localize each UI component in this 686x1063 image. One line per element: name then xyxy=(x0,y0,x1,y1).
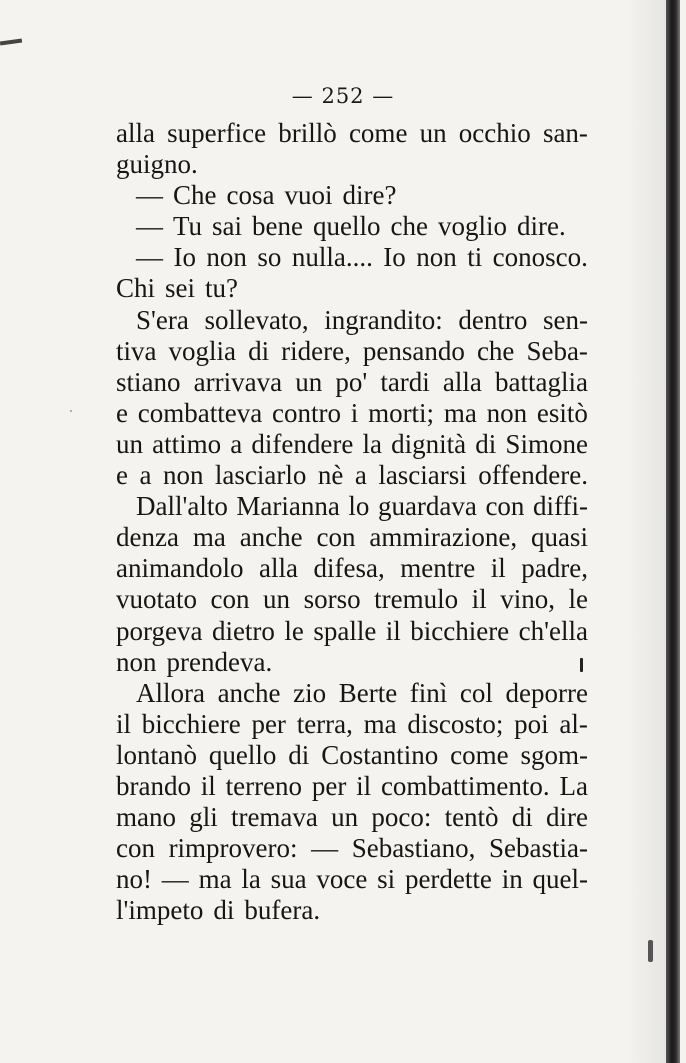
word: dignità xyxy=(391,428,467,459)
word: alla xyxy=(116,118,155,148)
word: per xyxy=(251,708,286,739)
word: lontanò xyxy=(116,739,197,770)
word: padre, xyxy=(521,553,588,584)
text-line xyxy=(116,771,588,802)
word: so xyxy=(257,242,282,273)
text-line xyxy=(116,460,588,491)
word: Costantino xyxy=(321,739,439,770)
body-text xyxy=(116,118,588,926)
word: quasi xyxy=(530,522,588,553)
word: lasciarlo xyxy=(214,460,307,491)
word: sollevato, xyxy=(204,304,309,335)
word: di xyxy=(248,335,270,366)
page-number: — 252 — xyxy=(291,84,395,108)
word: difesa, xyxy=(313,553,385,584)
word: vuoi xyxy=(284,180,333,211)
word: terreno xyxy=(225,770,303,801)
word: voglia xyxy=(168,335,237,366)
word: nulla.... xyxy=(291,242,373,273)
word: un xyxy=(263,584,291,615)
word: superfice xyxy=(167,118,267,148)
word: un xyxy=(331,802,359,833)
text-line xyxy=(116,522,588,553)
word: — xyxy=(136,211,163,242)
word: guigno. xyxy=(116,149,198,180)
word: sorso xyxy=(303,584,361,615)
text-line xyxy=(116,367,588,398)
text-line xyxy=(116,678,588,709)
text-line xyxy=(116,273,588,304)
word: sua xyxy=(270,864,307,895)
word: zio xyxy=(293,677,327,708)
word: combattimento. xyxy=(380,770,550,801)
word: — xyxy=(311,833,339,864)
word: morti; xyxy=(368,397,435,428)
word: come xyxy=(348,118,408,148)
word: che xyxy=(390,211,428,242)
word: tentò xyxy=(444,802,499,833)
word: Dall'alto xyxy=(136,491,228,522)
word: tardi xyxy=(380,366,430,397)
word: l'impeto xyxy=(116,895,204,926)
word: Io xyxy=(173,242,196,273)
word: per xyxy=(311,770,347,801)
word: vuotato xyxy=(116,584,197,615)
word: lo xyxy=(348,491,370,522)
word: terra, xyxy=(296,708,353,739)
word: pensando xyxy=(362,335,465,366)
word: con xyxy=(316,522,356,553)
word: ma xyxy=(363,708,397,739)
word: ch'ella xyxy=(518,615,588,646)
word: e xyxy=(116,397,128,428)
word: a xyxy=(354,460,367,491)
word: denza xyxy=(116,522,179,553)
word: non xyxy=(486,397,528,428)
text-line xyxy=(116,647,588,678)
word: combatteva xyxy=(137,397,263,428)
page-gutter-shadow xyxy=(626,0,666,1063)
word: cosa xyxy=(226,180,275,211)
ink-speck xyxy=(648,940,653,962)
word: gli xyxy=(189,802,218,833)
word: le xyxy=(568,584,588,615)
word: discosto; xyxy=(407,708,504,739)
text-line xyxy=(116,616,588,647)
word: Berte xyxy=(338,677,398,708)
word: poco: xyxy=(371,802,432,833)
text-line xyxy=(116,864,588,895)
word: Marianna xyxy=(236,491,340,522)
word: Sebastia- xyxy=(489,833,588,864)
word: Simone xyxy=(505,428,588,459)
word: diffi- xyxy=(532,491,588,522)
word: ma xyxy=(443,397,477,428)
word: e xyxy=(116,460,128,491)
word: anche xyxy=(217,677,281,708)
word: voglio xyxy=(437,211,507,242)
word: con xyxy=(485,491,525,522)
word: mano xyxy=(116,802,176,833)
word: Che xyxy=(173,180,217,211)
word: a xyxy=(230,428,243,459)
word: poi xyxy=(514,708,549,739)
word: prendeva. xyxy=(166,646,273,677)
word: di xyxy=(475,428,497,459)
text-line xyxy=(116,584,588,615)
word: il xyxy=(385,615,401,646)
word: voce xyxy=(316,864,368,895)
word: finì xyxy=(409,677,448,708)
scan-mark xyxy=(0,38,22,45)
word: dire xyxy=(546,802,588,833)
word: battaglia xyxy=(495,366,588,397)
word: mentre xyxy=(400,553,476,584)
text-line xyxy=(116,740,588,771)
word: il xyxy=(116,708,132,739)
word: quello xyxy=(313,211,381,242)
ink-speck xyxy=(70,410,72,412)
word: — xyxy=(136,242,163,273)
word: no! xyxy=(116,864,152,895)
word: — xyxy=(136,180,163,211)
word: ridere, xyxy=(281,335,351,366)
text-line xyxy=(116,305,588,336)
word: con xyxy=(116,833,155,864)
word: non xyxy=(416,242,457,273)
word: sgom- xyxy=(520,739,588,770)
text-line xyxy=(116,149,588,180)
word: Seba- xyxy=(526,335,588,366)
word: ti xyxy=(467,242,483,273)
word: bicchiere xyxy=(141,708,241,739)
word: arrivava xyxy=(193,366,283,397)
text-line xyxy=(116,429,588,460)
word: deporre xyxy=(505,677,588,708)
word: brando xyxy=(116,770,191,801)
word: il xyxy=(356,770,372,801)
word: non xyxy=(162,460,204,491)
word: sai xyxy=(212,211,243,242)
word: il xyxy=(200,770,216,801)
word: di xyxy=(288,739,310,770)
word: sei xyxy=(165,273,196,304)
word: occhio xyxy=(458,118,531,148)
word: che xyxy=(476,335,515,366)
word: esitò xyxy=(536,397,588,428)
text-line xyxy=(116,833,588,864)
word: rimprovero: xyxy=(168,833,298,864)
word: con xyxy=(210,584,250,615)
word: un xyxy=(295,366,323,397)
word: al- xyxy=(559,708,588,739)
word: quello xyxy=(208,739,277,770)
word: ingrandito: xyxy=(324,304,443,335)
word: a xyxy=(139,460,152,491)
word: Sebastiano, xyxy=(351,833,476,864)
text-line xyxy=(116,802,588,833)
word: conosco. xyxy=(492,242,588,273)
word: po' xyxy=(335,366,368,397)
word: la xyxy=(362,428,382,459)
text-line xyxy=(116,491,588,522)
word: dentro xyxy=(458,304,528,335)
text-line xyxy=(116,242,588,273)
word: — xyxy=(161,864,189,895)
word: bicchiere xyxy=(410,615,510,646)
word: alla xyxy=(259,553,298,584)
text-line xyxy=(116,336,588,367)
word: contro xyxy=(272,397,341,428)
word: bene xyxy=(252,211,304,242)
word: un xyxy=(419,118,447,148)
word: in xyxy=(501,864,523,895)
word: dire? xyxy=(342,180,397,211)
word: il xyxy=(471,584,487,615)
word: tremulo xyxy=(374,584,459,615)
word: brillò xyxy=(278,118,337,148)
word: col xyxy=(459,677,493,708)
word: la xyxy=(241,864,261,895)
word: sen- xyxy=(542,304,588,335)
word: tiva xyxy=(116,335,157,366)
word: un xyxy=(116,428,143,459)
word: quel- xyxy=(532,864,588,895)
word: alla xyxy=(442,366,482,397)
word: ma xyxy=(198,864,232,895)
word: san- xyxy=(542,118,588,148)
word: Tu xyxy=(173,211,203,242)
text-line xyxy=(116,180,588,211)
text-line xyxy=(116,211,588,242)
word: La xyxy=(559,770,588,801)
word: le xyxy=(284,615,304,646)
word: ma xyxy=(192,522,226,553)
word: bufera. xyxy=(244,895,321,926)
word: di xyxy=(213,895,235,926)
word: non xyxy=(206,242,247,273)
word: animandolo xyxy=(116,553,244,584)
word: tu? xyxy=(205,273,239,304)
word: Allora xyxy=(136,677,205,708)
ink-speck xyxy=(580,658,583,672)
word: dietro xyxy=(211,615,275,646)
text-line xyxy=(116,118,588,149)
word: nè xyxy=(317,460,344,491)
word: il xyxy=(490,553,506,584)
word: si xyxy=(377,864,396,895)
word: vino, xyxy=(500,584,555,615)
word: S'era xyxy=(136,304,189,335)
word: i xyxy=(350,397,359,428)
word: Chi xyxy=(116,273,156,304)
word: non xyxy=(116,646,157,677)
text-line xyxy=(116,895,588,926)
word: tremava xyxy=(230,802,318,833)
word: spalle xyxy=(313,615,377,646)
word: porgeva xyxy=(116,615,203,646)
word: offendere. xyxy=(478,460,588,491)
book-spine-edge xyxy=(666,0,680,1063)
word: come xyxy=(450,739,509,770)
word: Io xyxy=(383,242,406,273)
word: guardava xyxy=(377,491,477,522)
word: stiano xyxy=(116,366,181,397)
word: anche xyxy=(239,522,303,553)
text-line xyxy=(116,553,588,584)
word: attimo xyxy=(152,428,222,459)
text-line xyxy=(116,398,588,429)
word: di xyxy=(511,802,533,833)
word: ammirazione, xyxy=(369,522,518,553)
text-line xyxy=(116,709,588,740)
word: dire. xyxy=(517,211,566,242)
word: difendere xyxy=(251,428,354,459)
word: perdette xyxy=(404,864,492,895)
word: lasciarsi xyxy=(378,460,467,491)
